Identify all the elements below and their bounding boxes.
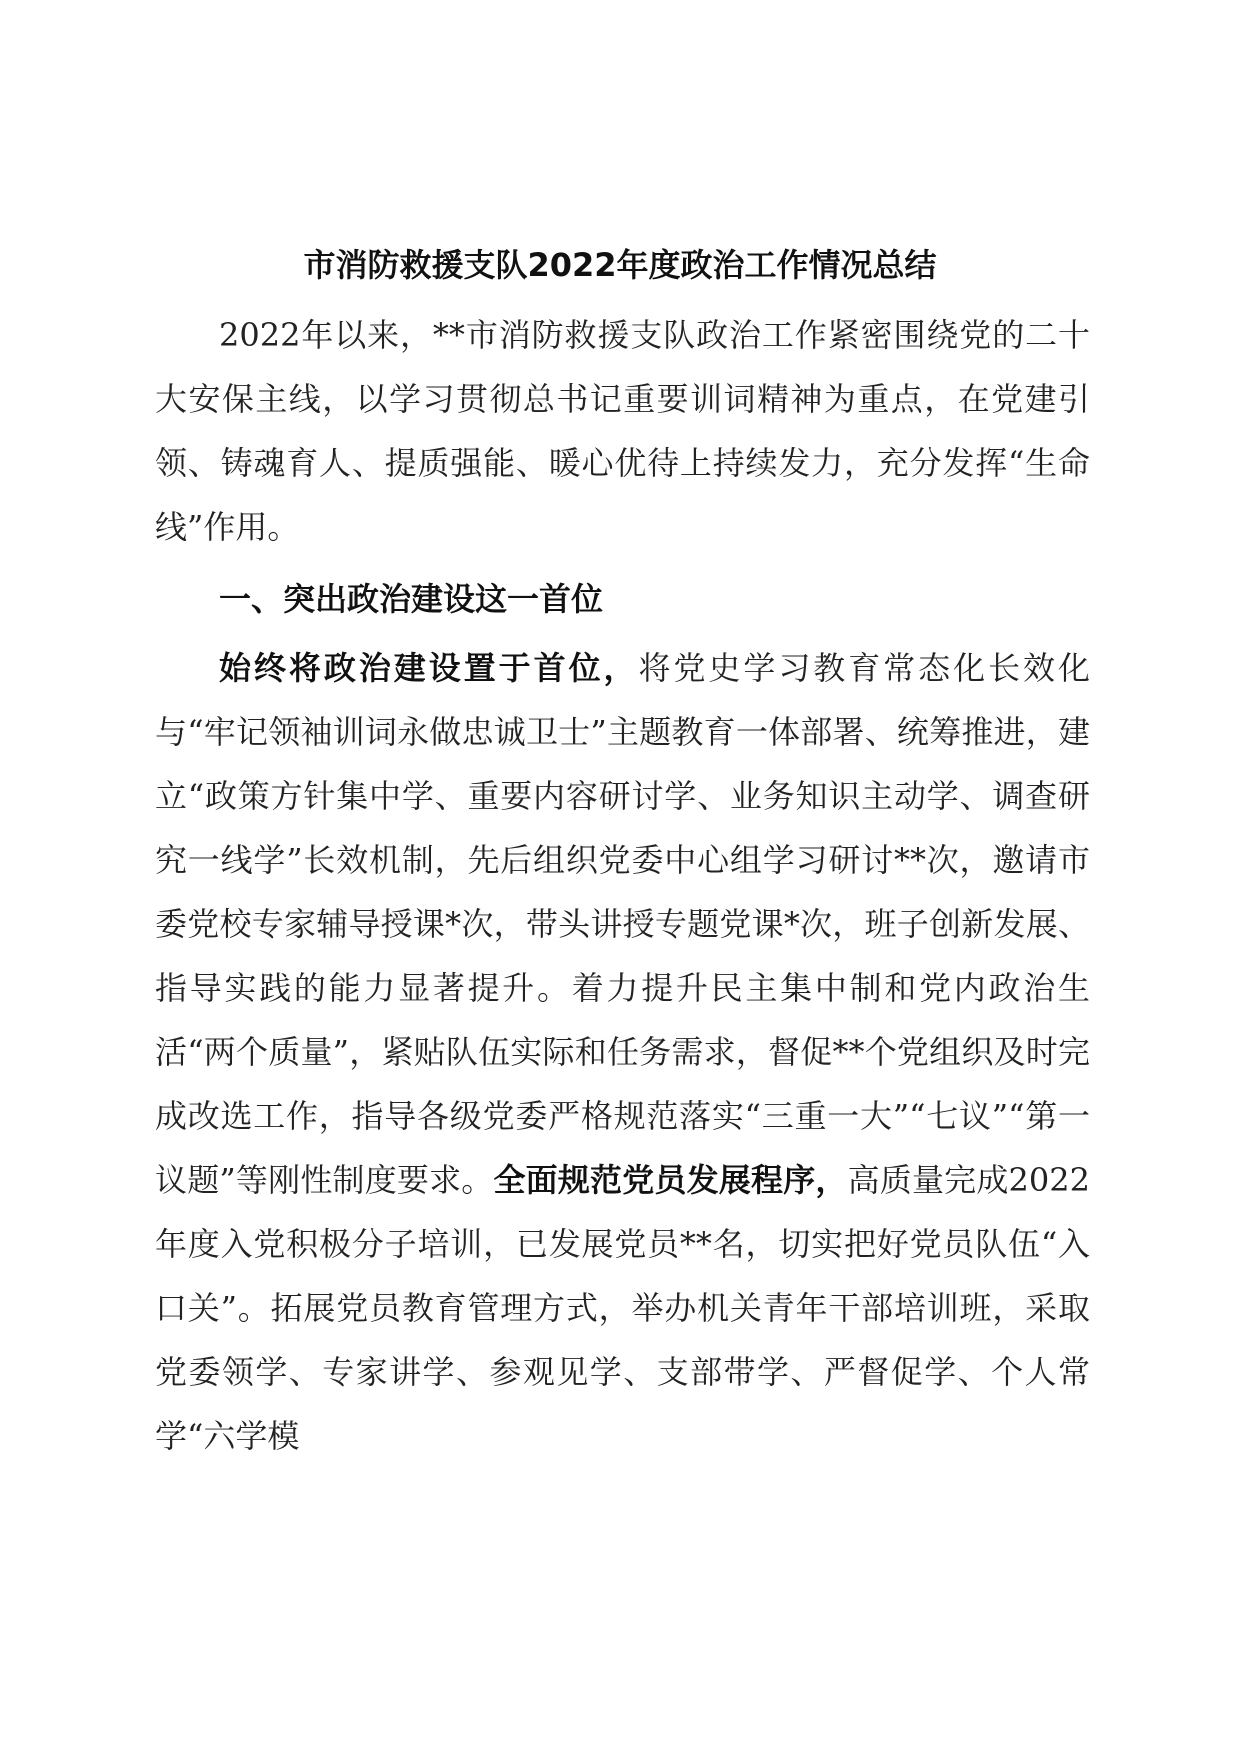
paragraph-text-2: 高质量完成2022年度入党积极分子培训，已发展党员**名，切实把好党员队伍“入口关”。拓展党员教育管理方式，举办机关青年干部培训班，采取党委领学、专家讲学、参观见学、支部带学、严督促学、个人常学“六学模 xyxy=(155,1161,1090,1455)
section-heading: 一、突出政治建设这一首位 xyxy=(219,580,604,618)
document-title: 市消防救援支队2022年度政治工作情况总结 xyxy=(303,246,937,284)
intro-paragraph: 2022年以来，**市消防救援支队政治工作紧密围绕党的二十大安保主线，以学习贯彻总书记重要训词精神为重点，在党建引领、铸魂育人、提质强能、暖心优待上持续发力，充分发挥“生命线”作用。 xyxy=(155,316,1090,546)
paragraph-lead-2: 全面规范党员发展程序， xyxy=(493,1161,848,1199)
paragraph-text-1: 将党史学习教育常态化长效化与“牢记领袖训词永做忠诚卫士”主题教育一体部署、统筹推进，建立“政策方针集中学、重要内容研讨学、业务知识主动学、调查研究一线学”长效机制，先后组织党委中心组学习研讨**次，邀请市委党校专家辅导授课*次，带头讲授专题党课*次，班子创新发展、指导实践的能力显著提升。着力提升民主集中制和党内政治生活“两个质量”，紧贴队伍实际和任务需求，督促**个党组织及时完成改选工作，指导各级党委严格规范落实“三重一大”“七议”“第一议题”等刚性制度要求。 xyxy=(155,649,1090,1199)
paragraph-lead-1: 始终将政治建设置于首位， xyxy=(219,649,639,687)
section-paragraph xyxy=(155,636,1090,1468)
